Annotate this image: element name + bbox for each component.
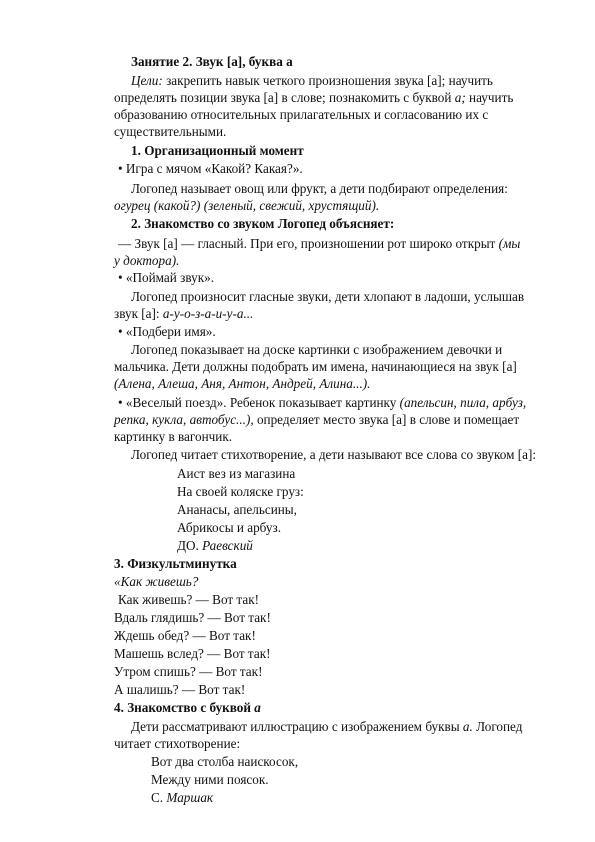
s4-text-2: читает стихотворение:: [114, 736, 241, 751]
s2-expl-2: у доктора).: [114, 253, 180, 268]
s2-train-3: картинку в вагончик.: [114, 429, 233, 444]
s2-catch-2: звук [а]: а-у-о-з-а-и-у-а...: [114, 306, 254, 321]
section-3-heading: 3. Физкультминутка: [114, 556, 237, 571]
rhyme-line: А шалишь? — Вот так!: [114, 682, 246, 697]
goals-label: Цели:: [131, 73, 163, 88]
poem-line: Абрикосы и арбуз.: [177, 520, 281, 535]
rhyme-line: Вдаль глядишь? — Вот так!: [114, 610, 271, 625]
s1-game: • Игра с мячом «Какой? Какая?».: [118, 161, 303, 176]
s2-name-2: мальчика. Дети должны подобрать им имена, начинающиеся на звук [а]: [114, 359, 517, 374]
section-4-heading: 4. Знакомство с буквой а: [114, 700, 261, 715]
s1-text-2: огурец (какой?) (зеленый, свежий, хрустящий).: [114, 198, 380, 213]
poem-author: ДО. Раевский: [177, 538, 253, 553]
rhyme-line: Ждешь обед? — Вот так!: [114, 628, 256, 643]
poem-line: Между ними поясок.: [151, 772, 269, 787]
s2-name-3: (Алена, Алеша, Аня, Антон, Андрей, Алина...).: [114, 376, 371, 391]
goals-line-3: образованию относительных прилагательных и согласованию их с: [114, 107, 489, 122]
poem-line: Ананасы, апельсины,: [177, 502, 297, 517]
s1-text-1: Логопед называет овощ или фрукт, а дети подбирают определения:: [131, 181, 508, 196]
poem-author: С. Маршак: [151, 790, 214, 805]
s2-train-1: • «Веселый поезд». Ребенок показывает картинку (апельсин, пила, арбуз,: [118, 395, 527, 410]
poem-line: Вот два столба наискосок,: [151, 754, 299, 769]
poem-line: Аист вез из магазина: [177, 466, 296, 481]
s2-poem-intro: Логопед читает стихотворение, а дети называют все слова со звуком [а]:: [131, 447, 537, 462]
goals-line-4: существительными.: [114, 124, 227, 139]
s3-rhyme-title: «Как живешь?: [114, 574, 199, 589]
rhyme-line: Машешь вслед? — Вот так!: [114, 646, 271, 661]
rhyme-line: Утром спишь? — Вот так!: [114, 664, 263, 679]
s4-text-1: Дети рассматривают иллюстрацию с изображением буквы а. Логопед: [131, 719, 523, 734]
goals-line-2: определять позиции звука [а] в слове; познакомить с буквой а; научить: [114, 90, 514, 105]
s2-catch-1: Логопед произносит гласные звуки, дети хлопают в ладоши, услышав: [131, 289, 525, 304]
goals-line-1: Цели: закрепить навык четкого произношения звука [а]; научить: [131, 73, 493, 88]
s2-name-game: • «Подбери имя».: [118, 324, 216, 339]
page-title: Занятие 2. Звук [а], буква а: [131, 54, 293, 69]
rhyme-line: Как живешь? — Вот так!: [118, 592, 260, 607]
section-2-heading: 2. Знакомство со звуком Логопед объясняет:: [131, 216, 395, 231]
s2-name-1: Логопед показывает на доске картинки с изображением девочки и: [131, 342, 503, 357]
poem-line: На своей коляске груз:: [177, 484, 304, 499]
section-1-heading: 1. Организационный момент: [131, 143, 304, 158]
s2-catch-game: • «Поймай звук».: [118, 270, 215, 285]
s2-expl-1: — Звук [а] — гласный. При его, произношении рот широко открыт (мы: [118, 236, 521, 251]
s2-train-2: репка, кукла, автобус...), определяет место звука [а] в слове и помещает: [114, 412, 520, 427]
